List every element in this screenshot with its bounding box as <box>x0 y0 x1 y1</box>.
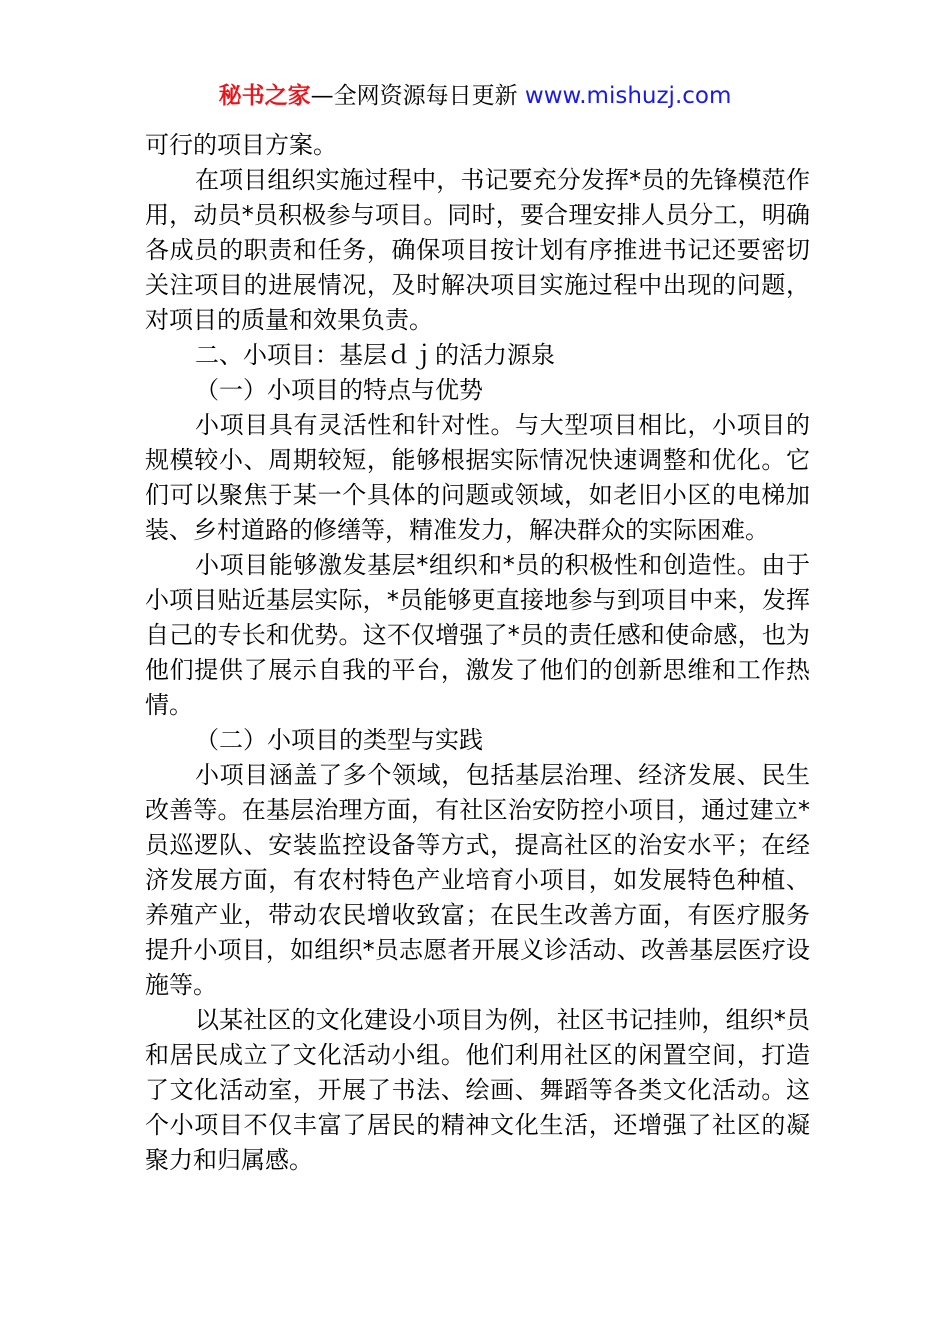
paragraph-implementation: 在项目组织实施过程中，书记要充分发挥*员的先锋模范作用，动员*员积极参与项目。同时，要合理安排人员分工，明确各成员的职责和任务，确保项目按计划有序推进书记还要密切关注项目的进展情况，及时解决项目实施过程中出现的问题，对项目的质量和效果负责。 <box>145 166 810 334</box>
brand-name: 秘书之家 <box>218 83 311 109</box>
paragraph-motivation: 小项目能够激发基层*组织和*员的积极性和创造性。由于小项目贴近基层实际，*员能够更直接地参与到项目中来，发挥自己的专长和优势。这不仅增强了*员的责任感和使命感，也为他们提供了展示自我的平台，激发了他们的创新思维和工作热情。 <box>145 551 810 719</box>
document-body <box>145 128 810 1178</box>
paragraph-continuation: 可行的项目方案。 <box>145 131 337 159</box>
subsection-heading-2-1: （一）小项目的特点与优势 <box>195 376 483 404</box>
page-header <box>0 80 950 112</box>
section-heading-2: 二、小项目：基层ｄｊ的活力源泉 <box>195 341 555 369</box>
header-url-link[interactable]: www.mishuzj.com <box>524 83 732 109</box>
header-tagline: —全网资源每日更新 <box>310 83 525 109</box>
paragraph-example: 以某社区的文化建设小项目为例，社区书记挂帅，组织*员和居民成立了文化活动小组。他们利用社区的闲置空间，打造了文化活动室，开展了书法、绘画、舞蹈等各类文化活动。这个小项目不仅丰富了居民的精神文化生活，还增强了社区的凝聚力和归属感。 <box>145 1006 810 1174</box>
paragraph-flexibility: 小项目具有灵活性和针对性。与大型项目相比，小项目的规模较小、周期较短，能够根据实际情况快速调整和优化。它们可以聚焦于某一个具体的问题或领域，如老旧小区的电梯加装、乡村道路的修缮等，精准发力，解决群众的实际困难。 <box>145 411 810 544</box>
subsection-heading-2-2: （二）小项目的类型与实践 <box>195 726 483 754</box>
paragraph-types: 小项目涵盖了多个领域，包括基层治理、经济发展、民生改善等。在基层治理方面，有社区治安防控小项目，通过建立*员巡逻队、安装监控设备等方式，提高社区的治安水平；在经济发展方面，有农村特色产业培育小项目，如发展特色种植、养殖产业，带动农民增收致富；在民生改善方面，有医疗服务提升小项目，如组织*员志愿者开展义诊活动、改善基层医疗设施等。 <box>145 761 810 999</box>
